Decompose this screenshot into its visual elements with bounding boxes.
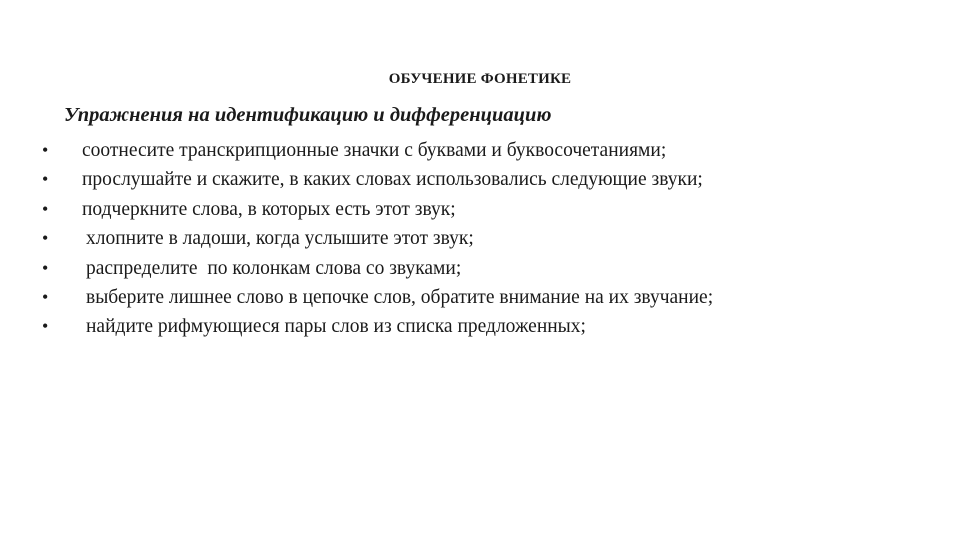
bullet-icon: • bbox=[42, 316, 49, 337]
exercise-list bbox=[0, 136, 714, 342]
bullet-icon: • bbox=[42, 198, 49, 219]
list-item-text: соотнесите транскрипционные значки с буквами и буквосочетаниями; bbox=[82, 140, 667, 161]
list-item bbox=[0, 254, 462, 283]
bullet-icon: • bbox=[42, 257, 49, 278]
list-item-text: хлопните в ладоши, когда услышите этот звук; bbox=[86, 228, 474, 250]
list-item-text: прослушайте и скажите, в каких словах использовались следующие звуки; bbox=[82, 169, 703, 191]
list-item bbox=[0, 195, 456, 224]
slide-subtitle: Упражнения на идентификацию и дифференциацию bbox=[64, 104, 552, 126]
bullet-icon: • bbox=[42, 228, 49, 249]
bullet-icon: • bbox=[42, 140, 49, 160]
list-item bbox=[0, 224, 474, 253]
bullet-icon: • bbox=[42, 169, 49, 190]
bullet-icon: • bbox=[42, 286, 49, 307]
list-item-text: выберите лишнее слово в цепочке слов, обратите внимание на их звучание; bbox=[86, 286, 714, 308]
list-item bbox=[0, 136, 667, 165]
list-item-text: подчеркните слова, в которых есть этот звук; bbox=[82, 198, 456, 220]
list-item-text: распределите по колонкам слова со звуками; bbox=[86, 257, 462, 279]
list-item-text: найдите рифмующиеся пары слов из списка предложенных; bbox=[86, 316, 586, 338]
slide-title: ОБУЧЕНИЕ ФОНЕТИКЕ bbox=[388, 71, 572, 87]
list-item bbox=[0, 165, 703, 194]
list-item bbox=[0, 312, 586, 341]
list-item bbox=[0, 283, 714, 312]
